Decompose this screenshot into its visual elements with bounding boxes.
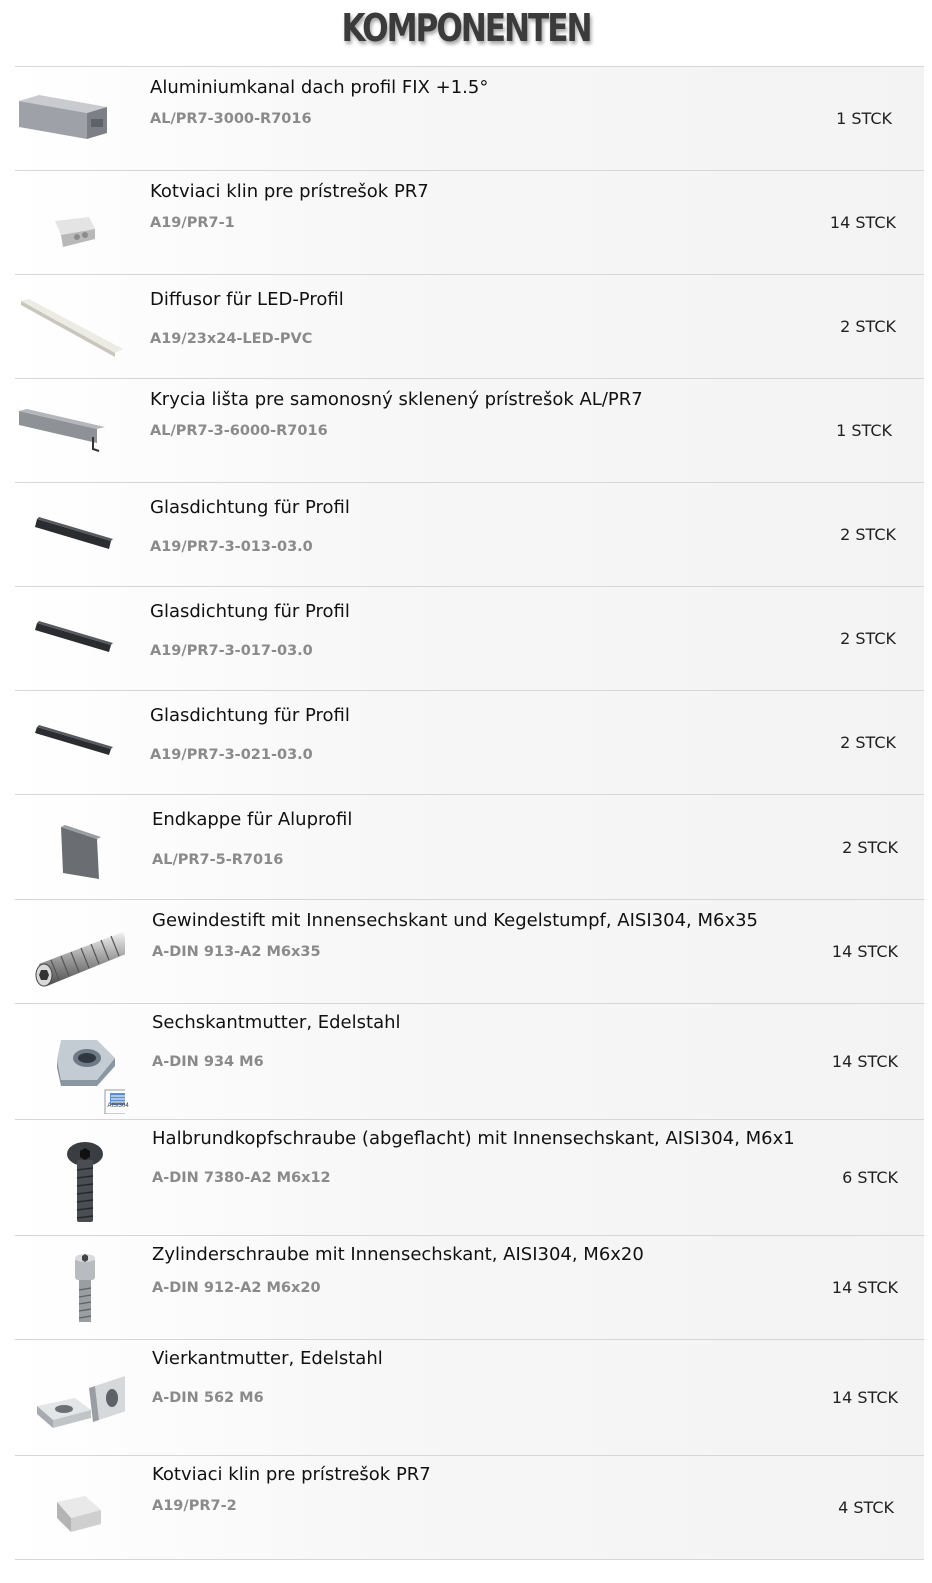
list-item[interactable]: [15, 171, 924, 275]
aluminium-channel-icon: [17, 73, 125, 163]
item-code: A19/PR7-3-013-03.0: [150, 539, 313, 555]
item-name: Vierkantmutter, Edelstahl: [152, 1348, 383, 1369]
item-quantity: 14 STCK: [831, 1388, 898, 1407]
list-item[interactable]: [15, 379, 924, 483]
item-name: Glasdichtung für Profil: [150, 497, 350, 518]
item-name: Halbrundkopfschraube (abgeflacht) mit Innensechskant, AISI304, M6x1: [152, 1128, 795, 1149]
item-code: AL/PR7-3-6000-R7016: [150, 423, 328, 439]
square-nut-icon: [17, 1346, 125, 1450]
item-quantity: 2 STCK: [842, 838, 898, 857]
item-code: AL/PR7-3000-R7016: [150, 111, 312, 127]
item-quantity: 14 STCK: [831, 1052, 898, 1071]
item-name: Glasdichtung für Profil: [150, 601, 350, 622]
item-quantity: 6 STCK: [842, 1168, 898, 1187]
item-name: Kotviaci klin pre prístrešok PR7: [152, 1464, 431, 1485]
page-title: KOMPONENTEN: [341, 6, 591, 50]
led-diffuser-icon: [17, 281, 125, 371]
components-list: [15, 66, 924, 1560]
item-name: Kotviaci klin pre prístrešok PR7: [150, 181, 429, 202]
item-code: A19/PR7-1: [150, 215, 235, 231]
item-name: Krycia lišta pre samonosný sklenený prístrešok AL/PR7: [150, 389, 643, 410]
item-code: A19/PR7-3-017-03.0: [150, 643, 313, 659]
item-code: A19/PR7-2: [152, 1498, 237, 1514]
item-quantity: 14 STCK: [831, 942, 898, 961]
list-item[interactable]: [15, 691, 924, 795]
item-code: A-DIN 562 M6: [152, 1390, 264, 1406]
item-code: A19/23x24-LED-PVC: [150, 331, 313, 347]
item-code: AL/PR7-5-R7016: [152, 852, 284, 868]
item-code: A-DIN 913-A2 M6x35: [152, 944, 321, 960]
item-name: Endkappe für Aluprofil: [152, 809, 353, 830]
list-item[interactable]: [15, 1120, 924, 1236]
item-quantity: 2 STCK: [840, 629, 896, 648]
set-screw-icon: [17, 906, 125, 996]
glass-seal-icon: [17, 489, 125, 579]
end-cap-icon: [17, 801, 125, 891]
material-badge: AISI304: [107, 1103, 129, 1109]
item-quantity: 2 STCK: [840, 317, 896, 336]
list-item[interactable]: [15, 900, 924, 1004]
list-item[interactable]: [15, 1004, 924, 1120]
item-name: Glasdichtung für Profil: [150, 705, 350, 726]
item-code: A-DIN 7380-A2 M6x12: [152, 1170, 331, 1186]
socket-cap-screw-icon: [17, 1242, 125, 1332]
item-name: Sechskantmutter, Edelstahl: [152, 1012, 401, 1033]
cover-strip-icon: [17, 385, 125, 475]
item-name: Zylinderschraube mit Innensechskant, AISI304, M6x20: [152, 1244, 644, 1265]
glass-seal-icon: [17, 593, 125, 683]
list-item[interactable]: [15, 1236, 924, 1340]
item-quantity: 2 STCK: [840, 525, 896, 544]
item-name: Aluminiumkanal dach profil FIX +1.5°: [150, 77, 489, 98]
item-code: A19/PR7-3-021-03.0: [150, 747, 313, 763]
list-item[interactable]: [15, 1456, 924, 1560]
item-quantity: 1 STCK: [836, 421, 892, 440]
item-code: A-DIN 934 M6: [152, 1054, 264, 1070]
page-header: [0, 0, 932, 66]
list-item[interactable]: [15, 587, 924, 691]
item-quantity: 1 STCK: [836, 109, 892, 128]
list-item[interactable]: [15, 795, 924, 900]
anchor-wedge-icon: [17, 177, 125, 267]
button-head-screw-icon: [17, 1126, 125, 1230]
item-quantity: 2 STCK: [840, 733, 896, 752]
item-quantity: 14 STCK: [829, 213, 896, 232]
list-item[interactable]: [15, 483, 924, 587]
list-item[interactable]: [15, 275, 924, 379]
item-quantity: 14 STCK: [831, 1278, 898, 1297]
item-quantity: 4 STCK: [838, 1498, 894, 1517]
list-item[interactable]: [15, 1340, 924, 1456]
item-name: Gewindestift mit Innensechskant und Kegelstumpf, AISI304, M6x35: [152, 910, 758, 931]
glass-seal-icon: [17, 697, 125, 787]
item-name: Diffusor für LED-Profil: [150, 289, 344, 310]
anchor-wedge-icon: [17, 1462, 125, 1552]
hex-nut-icon: [17, 1010, 129, 1114]
list-item[interactable]: [15, 67, 924, 171]
item-code: A-DIN 912-A2 M6x20: [152, 1280, 321, 1296]
